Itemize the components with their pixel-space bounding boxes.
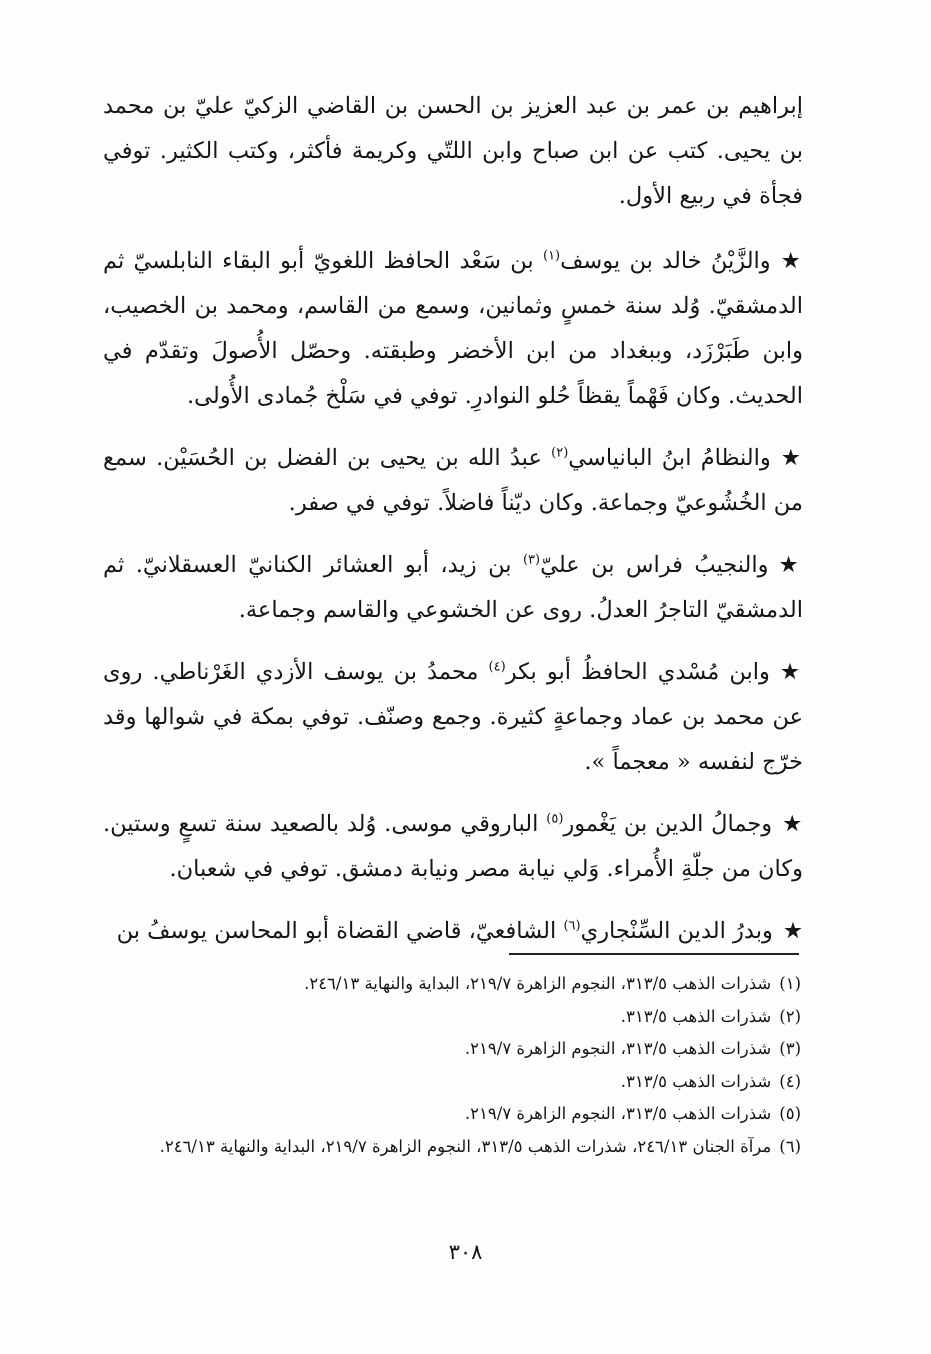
entry-body: بن زيد، أبو العشائر الكنانيّ العسقلانيّ. ثم الدمشقيّ التاجرُ العدلُ. روى عن الخشوعي والقاسم وجماعة.: [103, 552, 803, 623]
star-icon: ★: [778, 552, 804, 578]
entry-body: محمدُ بن يوسف الأزدي الغَرْناطي. روى عن محمد بن عماد وجماعةٍ كثيرة. وجمع وصنّف. توفي بمكة في شوالها وقد خرّج لنفسه « معجماً ».: [103, 659, 803, 775]
paragraph-7: [103, 909, 803, 954]
entry-body: الشافعيّ، قاضي القضاة أبو المحاسن يوسفُ بن: [116, 918, 557, 944]
footnote-ref: (٤): [488, 659, 506, 675]
entry-heading: وجمالُ الدين بن يَغْمور: [563, 811, 773, 837]
footnote-3: [109, 1033, 801, 1066]
footnote-ref: (٣): [522, 552, 541, 568]
entry-heading: والنظامُ ابنُ البانياسي: [568, 445, 771, 471]
star-icon: ★: [779, 659, 804, 685]
footnote-number: (٤): [779, 1071, 801, 1091]
entry-body: بن سَعْد الحافظ اللغويّ أبو البقاء النابلسيّ ثم الدمشقيّ. وُلد سنة خمسٍ وثمانين، وسمع من القاسم، ومحمد بن الخصيب، وابن طَبَرْزَد، وببغداد من ابن الأخضر وطبقته. وحصّل الأُصولَ وتقدّم في الحديث. وكان فَهْماً يقظاً حُلو النوادرِ. توفي في سَلْخ جُمادى الأُولى.: [103, 248, 803, 409]
footnote-text: شذرات الذهب ٣١٣/٥.: [620, 1071, 772, 1091]
paragraph-2: [103, 239, 803, 419]
star-icon: ★: [782, 918, 803, 944]
entry-heading: والنجيبُ فراس بن عليّ: [540, 552, 769, 578]
footnote-text: شذرات الذهب ٣١٣/٥، النجوم الزاهرة ٢١٩/٧، البداية والنهاية ٢٤٦/١٣.: [304, 974, 772, 993]
footnote-ref: (٦): [563, 918, 581, 934]
footnote-number: (٦): [779, 1136, 801, 1156]
star-icon: ★: [782, 811, 803, 837]
footnotes: [109, 968, 801, 1163]
entry-heading: وابن مُسْدي الحافظُ أبو بكر: [505, 659, 770, 685]
footnote-number: (٢): [779, 1006, 801, 1026]
footnote-ref: (٢): [551, 445, 569, 461]
paragraph-6: [103, 802, 803, 892]
entry-body: عبدُ الله بن يحيى بن الفضل بن الحُسَيْن. سمع من الخُشُوعيّ وجماعة. وكان ديّناً فاضلاً. توفي في صفر.: [103, 445, 803, 516]
star-icon: ★: [780, 248, 803, 274]
footnote-text: مرآة الجنان ٢٤٦/١٣، شذرات الذهب ٣١٣/٥، النجوم الزاهرة ٢١٩/٧، البداية والنهاية ٢٤٦/١٣.: [159, 1136, 772, 1156]
footnote-ref: (٥): [546, 811, 564, 827]
paragraph-text: إبراهيم بن عمر بن عبد العزيز بن الحسن بن القاضي الزكيّ عليّ بن محمد بن يحيى. كتب عن ابن صباح وابن اللتّي وكريمة فأكثر، وكتب الكثير. توفي فجأة في ربيع الأول.: [103, 93, 803, 209]
paragraph-4: [103, 543, 803, 633]
footnote-text: شذرات الذهب ٣١٣/٥، النجوم الزاهرة ٢١٩/٧.: [464, 1104, 772, 1123]
star-icon: ★: [780, 445, 803, 471]
footnote-5: [109, 1098, 801, 1131]
paragraph-3: [103, 436, 803, 526]
entry-heading: والزَّيْنُ خالد بن يوسف: [560, 248, 771, 274]
footnote-text: شذرات الذهب ٣١٣/٥.: [620, 1006, 772, 1026]
footnote-text: شذرات الذهب ٣١٣/٥، النجوم الزاهرة ٢١٩/٧.: [464, 1039, 772, 1058]
footnote-1: [109, 968, 801, 1001]
entry-heading: وبدرُ الدين السِّنْجاري: [580, 918, 773, 944]
footnote-number: (٥): [779, 1104, 801, 1123]
footnote-number: (١): [779, 974, 801, 993]
main-text: [103, 84, 803, 971]
footnote-ref: (١): [542, 248, 561, 264]
paragraph-5: [103, 650, 803, 785]
paragraph-1: [103, 84, 803, 219]
footnote-4: [109, 1066, 801, 1099]
footnote-6: [109, 1131, 801, 1164]
footnote-2: [109, 1001, 801, 1034]
footnote-divider: [509, 953, 799, 955]
entry-body: الباروقي موسى. وُلد بالصعيد سنة تسعٍ وستين. وكان من جلّةِ الأُمراء. وَلي نيابة مصر ونيابة دمشق. توفي في شعبان.: [103, 811, 803, 882]
footnote-number: (٣): [779, 1039, 801, 1058]
page-number: ٣٠٨: [448, 1240, 483, 1264]
